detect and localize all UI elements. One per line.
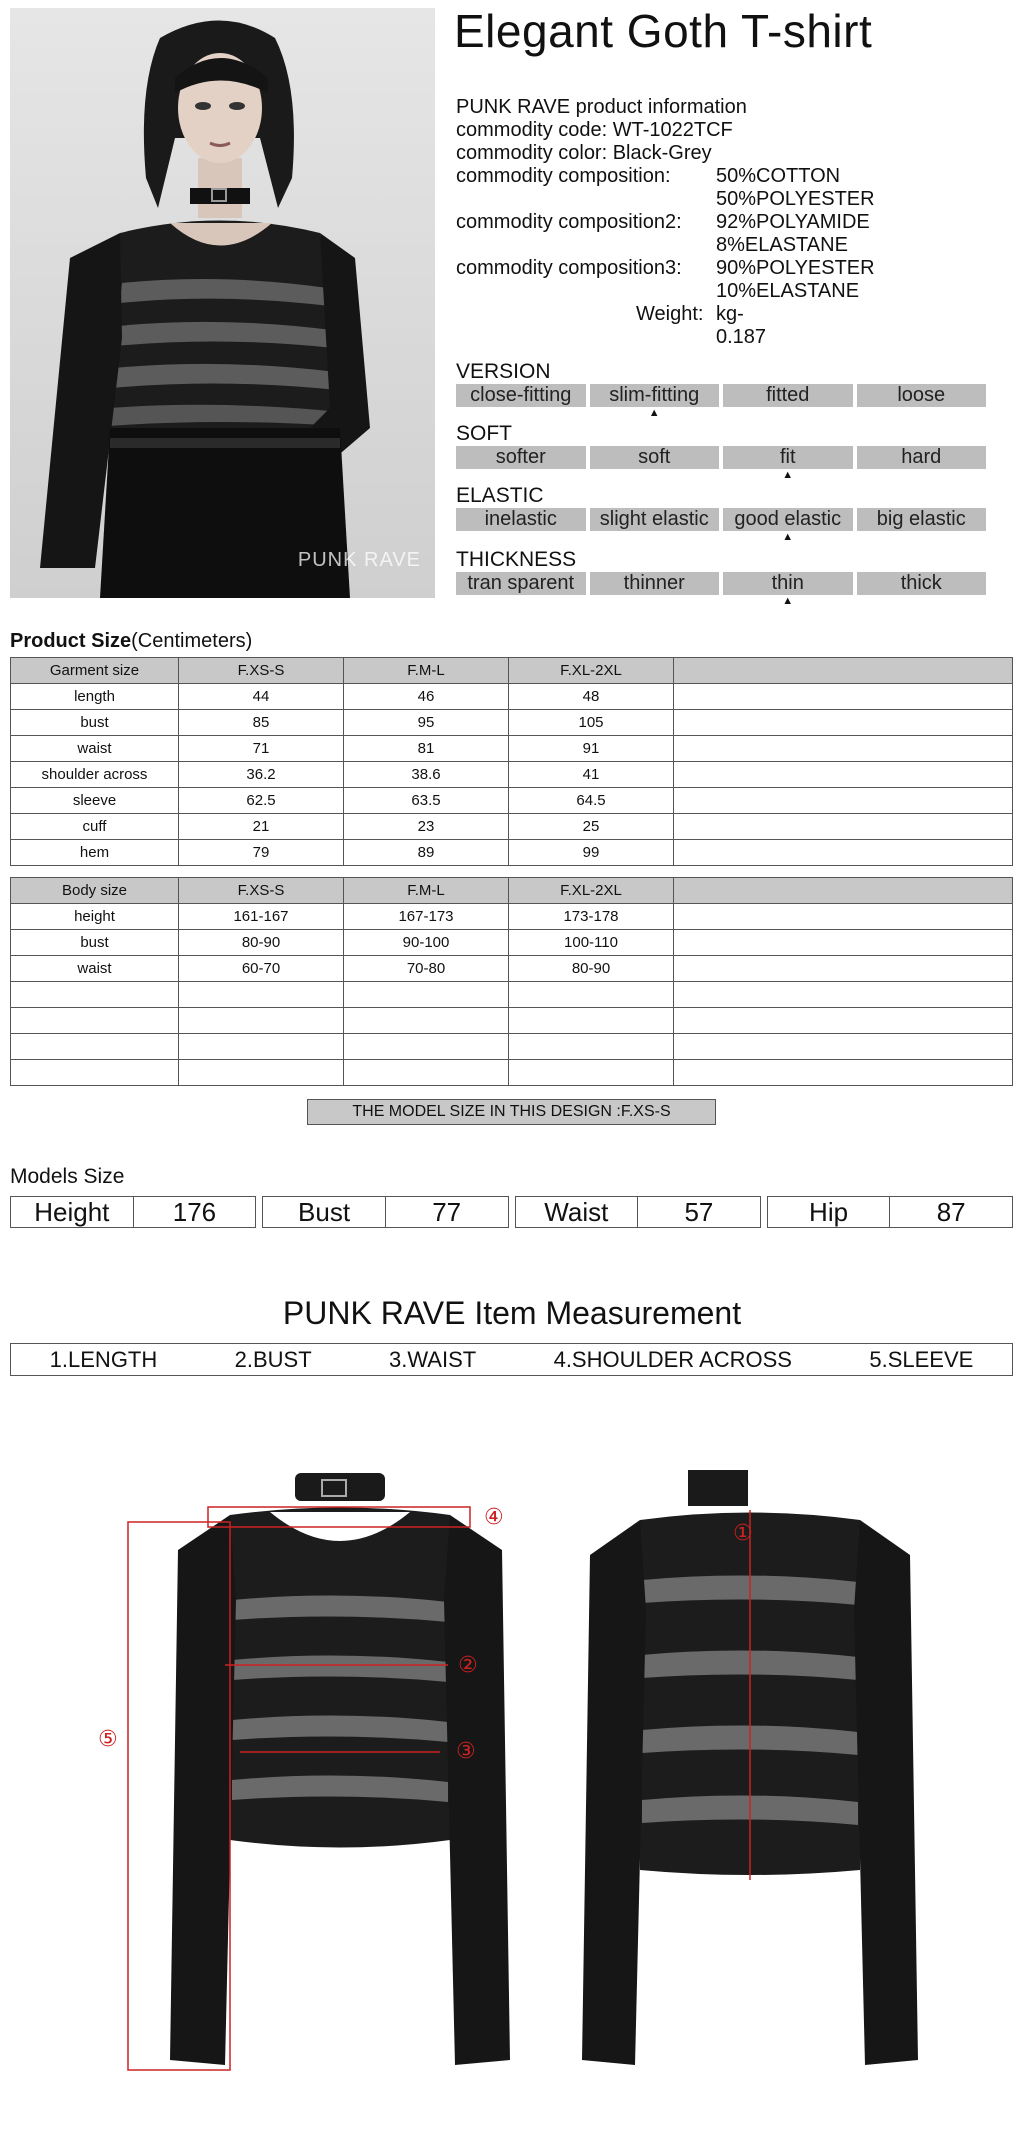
attr-version-label: VERSION xyxy=(456,360,551,383)
row-pad-cell xyxy=(674,710,1013,736)
table-header-row xyxy=(11,658,1013,684)
model-size-note: THE MODEL SIZE IN THIS DESIGN :F.XS-S xyxy=(307,1099,716,1125)
row-pad-cell xyxy=(674,736,1013,762)
soft-marks xyxy=(456,469,986,481)
row-pad-cell xyxy=(674,684,1013,710)
value-cell: 167-173 xyxy=(344,904,509,930)
soft-option: soft xyxy=(590,446,720,469)
model-measure-group xyxy=(767,1196,1013,1228)
models-size-row xyxy=(10,1196,1013,1228)
value-cell: 64.5 xyxy=(509,788,674,814)
row-label-cell: shoulder across xyxy=(11,762,179,788)
elastic-option: big elastic xyxy=(857,508,987,531)
row-pad-cell xyxy=(674,956,1013,982)
value-cell: 79 xyxy=(179,840,344,866)
row-label-cell: waist xyxy=(11,956,179,982)
model-measure-value: 77 xyxy=(385,1197,508,1227)
model-measure-label: Height xyxy=(34,1197,110,1227)
front-garment-diagram xyxy=(128,1473,510,2070)
selected-marker-icon: ▲ xyxy=(648,407,660,419)
marker-slot xyxy=(723,407,853,419)
row-label-cell: cuff xyxy=(11,814,179,840)
value-cell: 80-90 xyxy=(179,930,344,956)
table-row xyxy=(11,1060,1013,1086)
model-measure-label: Hip xyxy=(809,1197,849,1227)
row-pad-cell xyxy=(674,1034,1013,1060)
marker-slot xyxy=(857,407,987,419)
value-cell: 85 xyxy=(179,710,344,736)
value-cell: 173-178 xyxy=(509,904,674,930)
info-heading: PUNK RAVE product information xyxy=(456,96,747,118)
row-pad-cell xyxy=(674,762,1013,788)
measurement-item: 5.SLEEVE xyxy=(869,1346,974,1372)
measurement-legend xyxy=(10,1343,1013,1376)
value-cell xyxy=(179,1008,344,1034)
table-header-cell: F.M-L xyxy=(344,878,509,904)
row-label-cell: length xyxy=(11,684,179,710)
marker-slot xyxy=(857,531,987,543)
thickness-option: thinner xyxy=(590,572,720,595)
table-row xyxy=(11,736,1013,762)
value-cell: 80-90 xyxy=(509,956,674,982)
color-label: commodity color: xyxy=(456,142,608,164)
measure-marker-2: ② xyxy=(458,1652,478,1677)
product-title: Elegant Goth T-shirt xyxy=(454,5,873,57)
selected-marker-icon: ▲ xyxy=(782,531,794,543)
row-label-cell xyxy=(11,1034,179,1060)
row-label-cell: bust xyxy=(11,710,179,736)
row-pad-cell xyxy=(674,982,1013,1008)
elastic-option: good elastic xyxy=(723,508,853,531)
value-cell: 36.2 xyxy=(179,762,344,788)
value-cell: 71 xyxy=(179,736,344,762)
attr-thickness-label: THICKNESS xyxy=(456,548,577,571)
row-label-cell xyxy=(11,1008,179,1034)
model-measure-label: Waist xyxy=(544,1197,609,1227)
row-pad-cell xyxy=(674,814,1013,840)
value-cell: 95 xyxy=(344,710,509,736)
table-row xyxy=(11,814,1013,840)
value-cell xyxy=(179,1034,344,1060)
weight-label: Weight: xyxy=(636,303,704,325)
marker-slot xyxy=(456,595,586,607)
row-pad-cell xyxy=(674,1008,1013,1034)
garment-diagrams xyxy=(0,1440,1024,2085)
product-size-title xyxy=(10,630,252,653)
measure-marker-1: ① xyxy=(733,1520,753,1545)
value-cell xyxy=(344,982,509,1008)
value-cell: 44 xyxy=(179,684,344,710)
table-row xyxy=(11,762,1013,788)
table-header-cell: Garment size xyxy=(11,658,179,684)
composition2-label: commodity composition2: xyxy=(456,211,682,233)
model-measure-label: Bust xyxy=(298,1197,351,1227)
commodity-color: Black-Grey xyxy=(612,142,712,164)
version-option: close-fitting xyxy=(456,384,586,407)
attr-soft xyxy=(456,422,986,481)
measurement-item: 4.SHOULDER ACROSS xyxy=(553,1346,792,1372)
row-pad-cell xyxy=(674,840,1013,866)
value-cell: 62.5 xyxy=(179,788,344,814)
row-label-cell: bust xyxy=(11,930,179,956)
value-cell xyxy=(179,1060,344,1086)
model-illustration xyxy=(10,8,435,598)
value-cell xyxy=(509,1008,674,1034)
model-measure-group xyxy=(515,1196,761,1228)
attr-elastic xyxy=(456,484,986,543)
value-cell: 161-167 xyxy=(179,904,344,930)
value-cell: 48 xyxy=(509,684,674,710)
attr-thickness xyxy=(456,548,986,607)
measurement-item: 2.BUST xyxy=(234,1346,312,1372)
table-header-cell: F.XL-2XL xyxy=(509,878,674,904)
value-cell: 63.5 xyxy=(344,788,509,814)
table-row xyxy=(11,840,1013,866)
attr-version xyxy=(456,360,986,419)
marker-slot xyxy=(590,469,720,481)
marker-slot xyxy=(857,595,987,607)
elastic-marks xyxy=(456,531,986,543)
garment-diagram-svg xyxy=(0,1440,1024,2080)
row-label-cell: sleeve xyxy=(11,788,179,814)
marker-slot xyxy=(456,407,586,419)
thickness-option: thin xyxy=(723,572,853,595)
value-cell xyxy=(179,982,344,1008)
value-cell: 81 xyxy=(344,736,509,762)
table-row xyxy=(11,1034,1013,1060)
measurement-item: 3.WAIST xyxy=(389,1346,477,1372)
value-cell xyxy=(344,1008,509,1034)
table-row xyxy=(11,956,1013,982)
soft-option: softer xyxy=(456,446,586,469)
product-size-unit: (Centimeters) xyxy=(131,630,253,652)
row-label-cell: hem xyxy=(11,840,179,866)
table-header-cell: F.XL-2XL xyxy=(509,658,674,684)
attr-soft-label: SOFT xyxy=(456,422,512,445)
value-cell: 23 xyxy=(344,814,509,840)
back-garment-diagram xyxy=(582,1470,918,2065)
soft-option: fit xyxy=(723,446,853,469)
value-cell: 60-70 xyxy=(179,956,344,982)
composition1-label: commodity composition: xyxy=(456,165,671,187)
measure-marker-4: ④ xyxy=(484,1504,504,1529)
measure-marker-3: ③ xyxy=(456,1738,476,1763)
composition3-line2: 10%ELASTANE xyxy=(716,280,860,302)
selected-marker-icon: ▲ xyxy=(782,595,794,607)
measurement-title: PUNK RAVE Item Measurement xyxy=(282,1295,742,1331)
version-option: fitted xyxy=(723,384,853,407)
composition3-line1: 90%POLYESTER xyxy=(716,257,875,279)
thickness-option: tran sparent xyxy=(456,572,586,595)
table-row xyxy=(11,904,1013,930)
selected-marker-icon: ▲ xyxy=(782,469,794,481)
value-cell: 105 xyxy=(509,710,674,736)
table-header-cell: Body size xyxy=(11,878,179,904)
value-cell xyxy=(344,1060,509,1086)
table-row xyxy=(11,930,1013,956)
model-measure-value: 57 xyxy=(637,1197,760,1227)
marker-slot xyxy=(456,469,586,481)
value-cell: 25 xyxy=(509,814,674,840)
thickness-option: thick xyxy=(857,572,987,595)
value-cell: 89 xyxy=(344,840,509,866)
table-header-pad xyxy=(674,658,1013,684)
model-measure-value: 176 xyxy=(133,1197,256,1227)
row-label-cell: waist xyxy=(11,736,179,762)
version-option: loose xyxy=(857,384,987,407)
photo-watermark: PUNK RAVE xyxy=(297,549,421,571)
row-pad-cell xyxy=(674,904,1013,930)
value-cell: 46 xyxy=(344,684,509,710)
garment-size-table xyxy=(10,657,1013,866)
row-label-cell xyxy=(11,1060,179,1086)
value-cell: 21 xyxy=(179,814,344,840)
measurement-item: 1.LENGTH xyxy=(49,1346,158,1372)
table-header-pad xyxy=(674,878,1013,904)
row-pad-cell xyxy=(674,930,1013,956)
composition1-line2: 50%POLYESTER xyxy=(716,188,875,210)
table-header-cell: F.XS-S xyxy=(179,658,344,684)
marker-slot xyxy=(590,531,720,543)
soft-option: hard xyxy=(857,446,987,469)
body-size-table xyxy=(10,877,1013,1086)
row-pad-cell xyxy=(674,1060,1013,1086)
value-cell xyxy=(509,1060,674,1086)
model-photo xyxy=(10,8,435,598)
thickness-marks xyxy=(456,595,986,607)
value-cell: 91 xyxy=(509,736,674,762)
product-info xyxy=(456,96,875,348)
product-size-heading: Product Size xyxy=(10,630,132,652)
attr-elastic-label: ELASTIC xyxy=(456,484,544,507)
value-cell: 41 xyxy=(509,762,674,788)
table-row xyxy=(11,982,1013,1008)
elastic-option: slight elastic xyxy=(590,508,720,531)
table-row xyxy=(11,710,1013,736)
table-row xyxy=(11,788,1013,814)
model-measure-group xyxy=(262,1196,508,1228)
value-cell: 100-110 xyxy=(509,930,674,956)
table-row xyxy=(11,1008,1013,1034)
version-option: slim-fitting xyxy=(590,384,720,407)
composition2-line1: 92%POLYAMIDE xyxy=(716,211,870,233)
composition2-line2: 8%ELASTANE xyxy=(716,234,848,256)
value-cell xyxy=(509,982,674,1008)
marker-slot xyxy=(456,531,586,543)
value-cell: 90-100 xyxy=(344,930,509,956)
commodity-code: WT-1022TCF xyxy=(612,119,733,141)
code-label: commodity code: xyxy=(456,119,608,141)
table-row xyxy=(11,684,1013,710)
model-measure-value: 87 xyxy=(889,1197,1012,1227)
models-size-title: Models Size xyxy=(10,1165,125,1188)
row-label-cell: height xyxy=(11,904,179,930)
value-cell: 38.6 xyxy=(344,762,509,788)
version-marks xyxy=(456,407,986,419)
table-header-cell: F.XS-S xyxy=(179,878,344,904)
elastic-option: inelastic xyxy=(456,508,586,531)
marker-slot xyxy=(590,595,720,607)
measure-marker-5: ⑤ xyxy=(98,1726,118,1751)
value-cell: 99 xyxy=(509,840,674,866)
composition1-line1: 50%COTTON xyxy=(716,165,841,187)
value-cell xyxy=(344,1034,509,1060)
model-measure-group xyxy=(10,1196,256,1228)
row-label-cell xyxy=(11,982,179,1008)
row-pad-cell xyxy=(674,788,1013,814)
composition3-label: commodity composition3: xyxy=(456,257,682,279)
table-header-row xyxy=(11,878,1013,904)
weight-value: kg-0.187 xyxy=(716,303,767,348)
value-cell xyxy=(509,1034,674,1060)
marker-slot xyxy=(857,469,987,481)
table-header-cell: F.M-L xyxy=(344,658,509,684)
value-cell: 70-80 xyxy=(344,956,509,982)
